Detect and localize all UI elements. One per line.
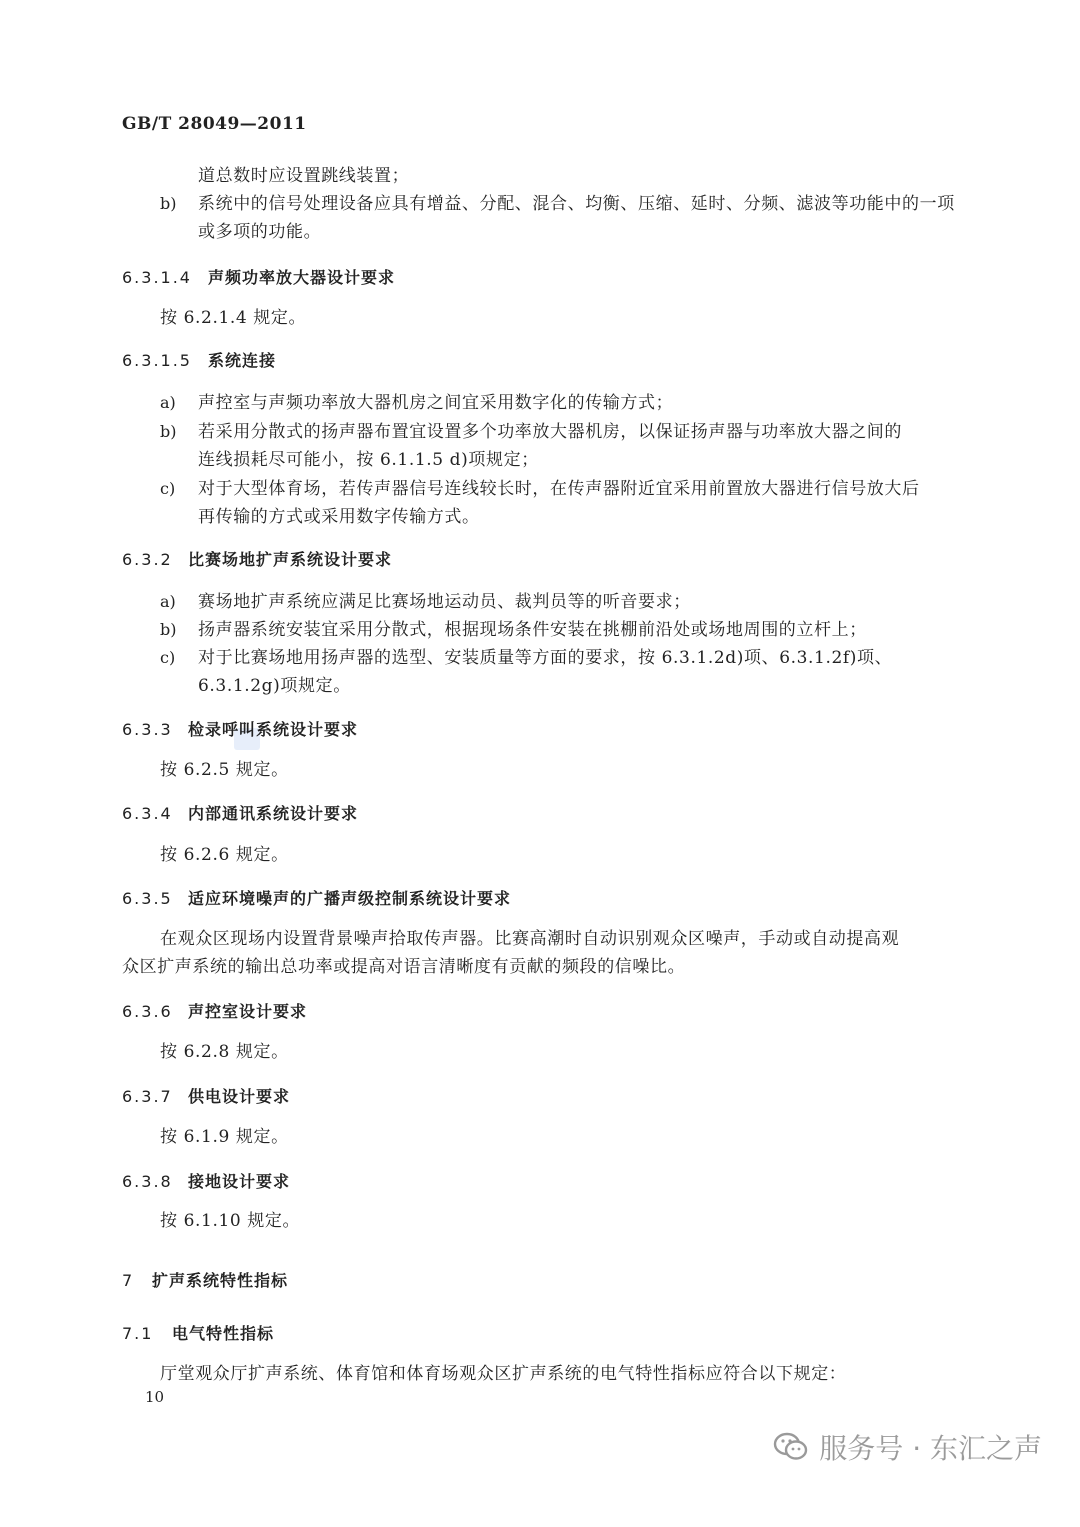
section-number: 6.3.3 (122, 720, 173, 739)
paragraph-line2: 众区扩声系统的输出总功率或提高对语言清晰度有贡献的频段的信噪比。 (122, 957, 686, 977)
list-item-continuation: 道总数时应设置跳线装置； (198, 166, 410, 186)
page-number: 10 (145, 1388, 165, 1406)
section-title: 内部通讯系统设计要求 (188, 804, 359, 823)
section-number: 7.1 (122, 1324, 154, 1343)
section-title: 检录呼叫系统设计要求 (188, 720, 359, 739)
section-heading-6-3-8 (122, 1169, 290, 1192)
section-title: 比赛场地扩声系统设计要求 (188, 550, 393, 569)
section-title: 扩声系统特性指标 (152, 1271, 289, 1290)
wechat-icon (773, 1431, 809, 1463)
section-heading-6-3-4 (122, 801, 358, 824)
section-heading-6-3-1-4 (122, 265, 395, 288)
section-title: 适应环境噪声的广播声级控制系统设计要求 (188, 889, 512, 908)
section-heading-6-3-7 (122, 1084, 290, 1107)
section-number: 6.3.4 (122, 804, 173, 823)
section-number: 6.3.1.5 (122, 351, 192, 370)
section-heading-6-3-5 (122, 886, 511, 909)
list-item-c-line1: 对于比赛场地用扬声器的选型、安装质量等方面的要求，按 6.3.1.2d)项、6.3.1.2f)项、 (198, 648, 893, 668)
section-heading-6-3-2 (122, 547, 392, 570)
list-marker-b: b) (160, 620, 177, 639)
section-title: 接地设计要求 (188, 1172, 291, 1191)
paragraph: 按 6.1.9 规定。 (160, 1127, 289, 1147)
section-number: 6.3.2 (122, 550, 173, 569)
standard-number: GB/T 28049—2011 (122, 114, 307, 134)
watermark-text: 服务号 · 东汇之声 (819, 1432, 1042, 1465)
paragraph: 按 6.2.5 规定。 (160, 760, 289, 780)
watermark (773, 1427, 1042, 1467)
chapter-heading-7 (122, 1268, 288, 1291)
section-heading-7-1 (122, 1321, 274, 1344)
section-title: 电气特性指标 (172, 1324, 275, 1343)
section-title: 系统连接 (208, 351, 277, 370)
paragraph: 按 6.2.1.4 规定。 (160, 308, 307, 328)
paragraph: 按 6.2.8 规定。 (160, 1042, 289, 1062)
list-item-a: 赛场地扩声系统应满足比赛场地运动员、裁判员等的听音要求； (198, 592, 691, 612)
section-number: 6.3.8 (122, 1172, 173, 1191)
list-item-a: 声控室与声频功率放大器机房之间宜采用数字化的传输方式； (198, 393, 674, 413)
section-heading-6-3-6 (122, 999, 307, 1022)
list-item-b-line1: 系统中的信号处理设备应具有增益、分配、混合、均衡、压缩、延时、分频、滤波等功能中的一项 (198, 194, 955, 214)
section-title: 声控室设计要求 (188, 1002, 308, 1021)
section-title: 声频功率放大器设计要求 (208, 268, 396, 287)
section-heading-6-3-3 (122, 717, 358, 740)
paragraph: 按 6.2.6 规定。 (160, 845, 289, 865)
section-number: 6.3.7 (122, 1087, 173, 1106)
list-item-b-line2: 或多项的功能。 (198, 222, 322, 242)
paragraph-line1: 在观众区现场内设置背景噪声拾取传声器。比赛高潮时自动识别观众区噪声，手动或自动提高观 (160, 929, 900, 949)
section-number: 6.3.5 (122, 889, 173, 908)
paragraph: 厅堂观众厅扩声系统、体育馆和体育场观众区扩声系统的电气特性指标应符合以下规定： (160, 1364, 847, 1384)
paragraph: 按 6.1.10 规定。 (160, 1211, 301, 1231)
list-item-b-line1: 若采用分散式的扬声器布置宜设置多个功率放大器机房，以保证扬声器与功率放大器之间的 (198, 422, 902, 442)
list-item-b-line2: 连线损耗尽可能小，按 6.1.1.5 d)项规定； (198, 450, 539, 470)
section-heading-6-3-1-5 (122, 348, 276, 371)
section-title: 供电设计要求 (188, 1087, 291, 1106)
section-number: 6.3.6 (122, 1002, 173, 1021)
list-marker-c: c) (160, 479, 176, 498)
list-marker-b: b) (160, 194, 177, 213)
list-item-c-line1: 对于大型体育场，若传声器信号连线较长时，在传声器附近宜采用前置放大器进行信号放大后 (198, 479, 920, 499)
section-number: 6.3.1.4 (122, 268, 192, 287)
list-item-c-line2: 再传输的方式或采用数字传输方式。 (198, 507, 480, 527)
list-marker-b: b) (160, 422, 177, 441)
list-item-b: 扬声器系统安装宜采用分散式，根据现场条件安装在挑棚前沿处或场地周围的立杆上； (198, 620, 867, 640)
list-marker-a: a) (160, 592, 176, 611)
list-marker-c: c) (160, 648, 176, 667)
section-number: 7 (122, 1271, 135, 1290)
list-marker-a: a) (160, 393, 176, 412)
list-item-c-line2: 6.3.1.2g)项规定。 (198, 676, 351, 696)
